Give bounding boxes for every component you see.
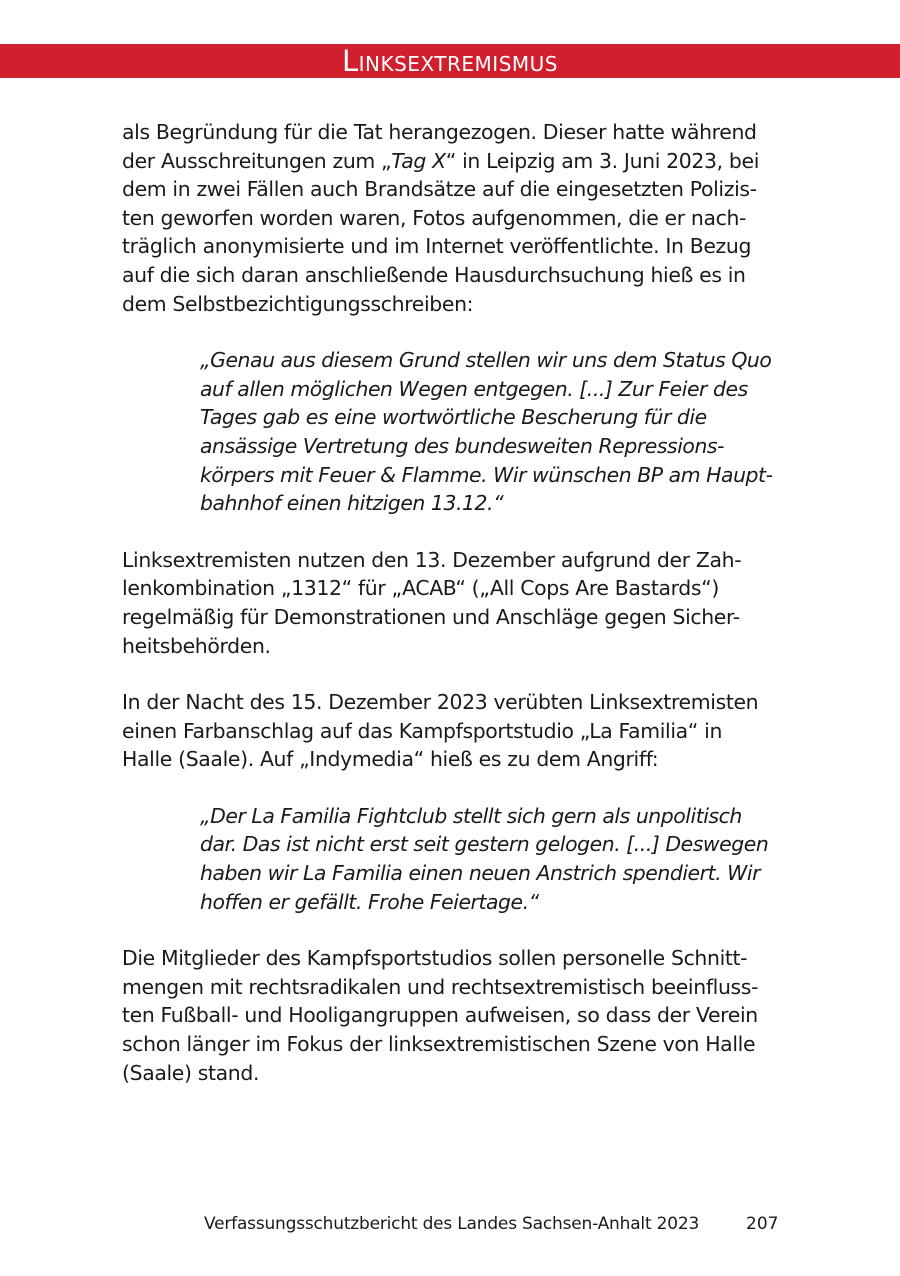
paragraph-line: heitsbehörden.	[122, 633, 271, 658]
spacer	[122, 660, 782, 688]
text-run: “ in Leipzig am 3. Juni 2023, bei	[445, 148, 760, 173]
quote-line: auf allen möglichen Wegen entgegen. [...] Zur Feier des	[200, 376, 748, 401]
text-run: der Ausschreitungen zum „	[122, 148, 392, 173]
spacer	[122, 774, 782, 802]
quote-line: körpers mit Feuer & Flamme. Wir wünschen BP am Haupt-	[200, 462, 773, 487]
spacer	[122, 318, 782, 346]
quote-1	[122, 346, 782, 518]
paragraph-line: Halle (Saale). Auf „Indymedia“ hieß es zu dem Angriff:	[122, 747, 659, 772]
paragraph-4	[122, 944, 782, 1087]
paragraph-line: dem Selbstbezichtigungsschreiben:	[122, 291, 474, 316]
paragraph-line: einen Farbanschlag auf das Kampfsportstudio „La Familia“ in	[122, 718, 723, 743]
quote-line: ansässige Vertretung des bundesweiten Repressions-	[200, 433, 724, 458]
page-footer	[0, 1214, 900, 1244]
paragraph-line: regelmäßig für Demonstrationen und Anschläge gegen Sicher-	[122, 604, 740, 629]
spacer	[122, 518, 782, 546]
spacer	[122, 916, 782, 944]
paragraph-line: dem in zwei Fällen auch Brandsätze auf die eingesetzten Polizis-	[122, 177, 757, 202]
paragraph-line: schon länger im Fokus der linksextremistischen Szene von Halle	[122, 1032, 756, 1057]
paragraph-line: Die Mitglieder des Kampfsportstudios sollen personelle Schnitt-	[122, 946, 748, 971]
paragraph-line: ten geworfen worden waren, Fotos aufgenommen, die er nach-	[122, 205, 747, 230]
section-header-bar	[0, 44, 900, 78]
paragraph-line: auf die sich daran anschließende Hausdurchsuchung hieß es in	[122, 262, 746, 287]
paragraph-line: als Begründung für die Tat herangezogen. Dieser hatte während	[122, 120, 757, 144]
paragraph-line: In der Nacht des 15. Dezember 2023 verübten Linksextremisten	[122, 690, 759, 715]
quote-line: „Genau aus diesem Grund stellen wir uns dem Status Quo	[200, 348, 772, 373]
paragraph-line: lenkombination „1312“ für „ACAB“ („All Cops Are Bastards“)	[122, 576, 719, 601]
paragraph-line	[122, 147, 782, 176]
emphasis-tag-x: Tag X	[391, 148, 446, 173]
paragraph-2	[122, 546, 782, 660]
section-title: Linksextremismus	[341, 44, 558, 78]
quote-line: haben wir La Familia einen neuen Anstrich spendiert. Wir	[200, 861, 761, 886]
quote-line: „Der La Familia Fightclub stellt sich gern als unpolitisch	[200, 803, 742, 828]
paragraph-line: Linksextremisten nutzen den 13. Dezember aufgrund der Zah-	[122, 547, 742, 572]
page-number: 207	[746, 1214, 779, 1234]
paragraph-line: ten Fußball- und Hooligangruppen aufweisen, so dass der Verein	[122, 1003, 758, 1028]
quote-line: hoffen er gefällt. Frohe Feiertage.“	[200, 889, 539, 914]
page-content	[122, 118, 782, 1087]
quote-line: bahnhof einen hitzigen 13.12.“	[200, 491, 504, 516]
paragraph-1	[122, 118, 782, 318]
paragraph-line: träglich anonymisierte und im Internet veröffentlichte. In Bezug	[122, 234, 752, 259]
paragraph-line: mengen mit rechtsradikalen und rechtsextremistisch beeinfluss-	[122, 974, 759, 999]
quote-line: Tages gab es eine wortwörtliche Bescherung für die	[200, 405, 707, 430]
paragraph-line: (Saale) stand.	[122, 1060, 260, 1085]
footer-publication-title: Verfassungsschutzbericht des Landes Sachsen-Anhalt 2023	[204, 1214, 700, 1234]
paragraph-3	[122, 688, 782, 774]
quote-line: dar. Das ist nicht erst seit gestern gelogen. [...] Deswegen	[200, 832, 769, 857]
quote-2	[122, 802, 782, 916]
